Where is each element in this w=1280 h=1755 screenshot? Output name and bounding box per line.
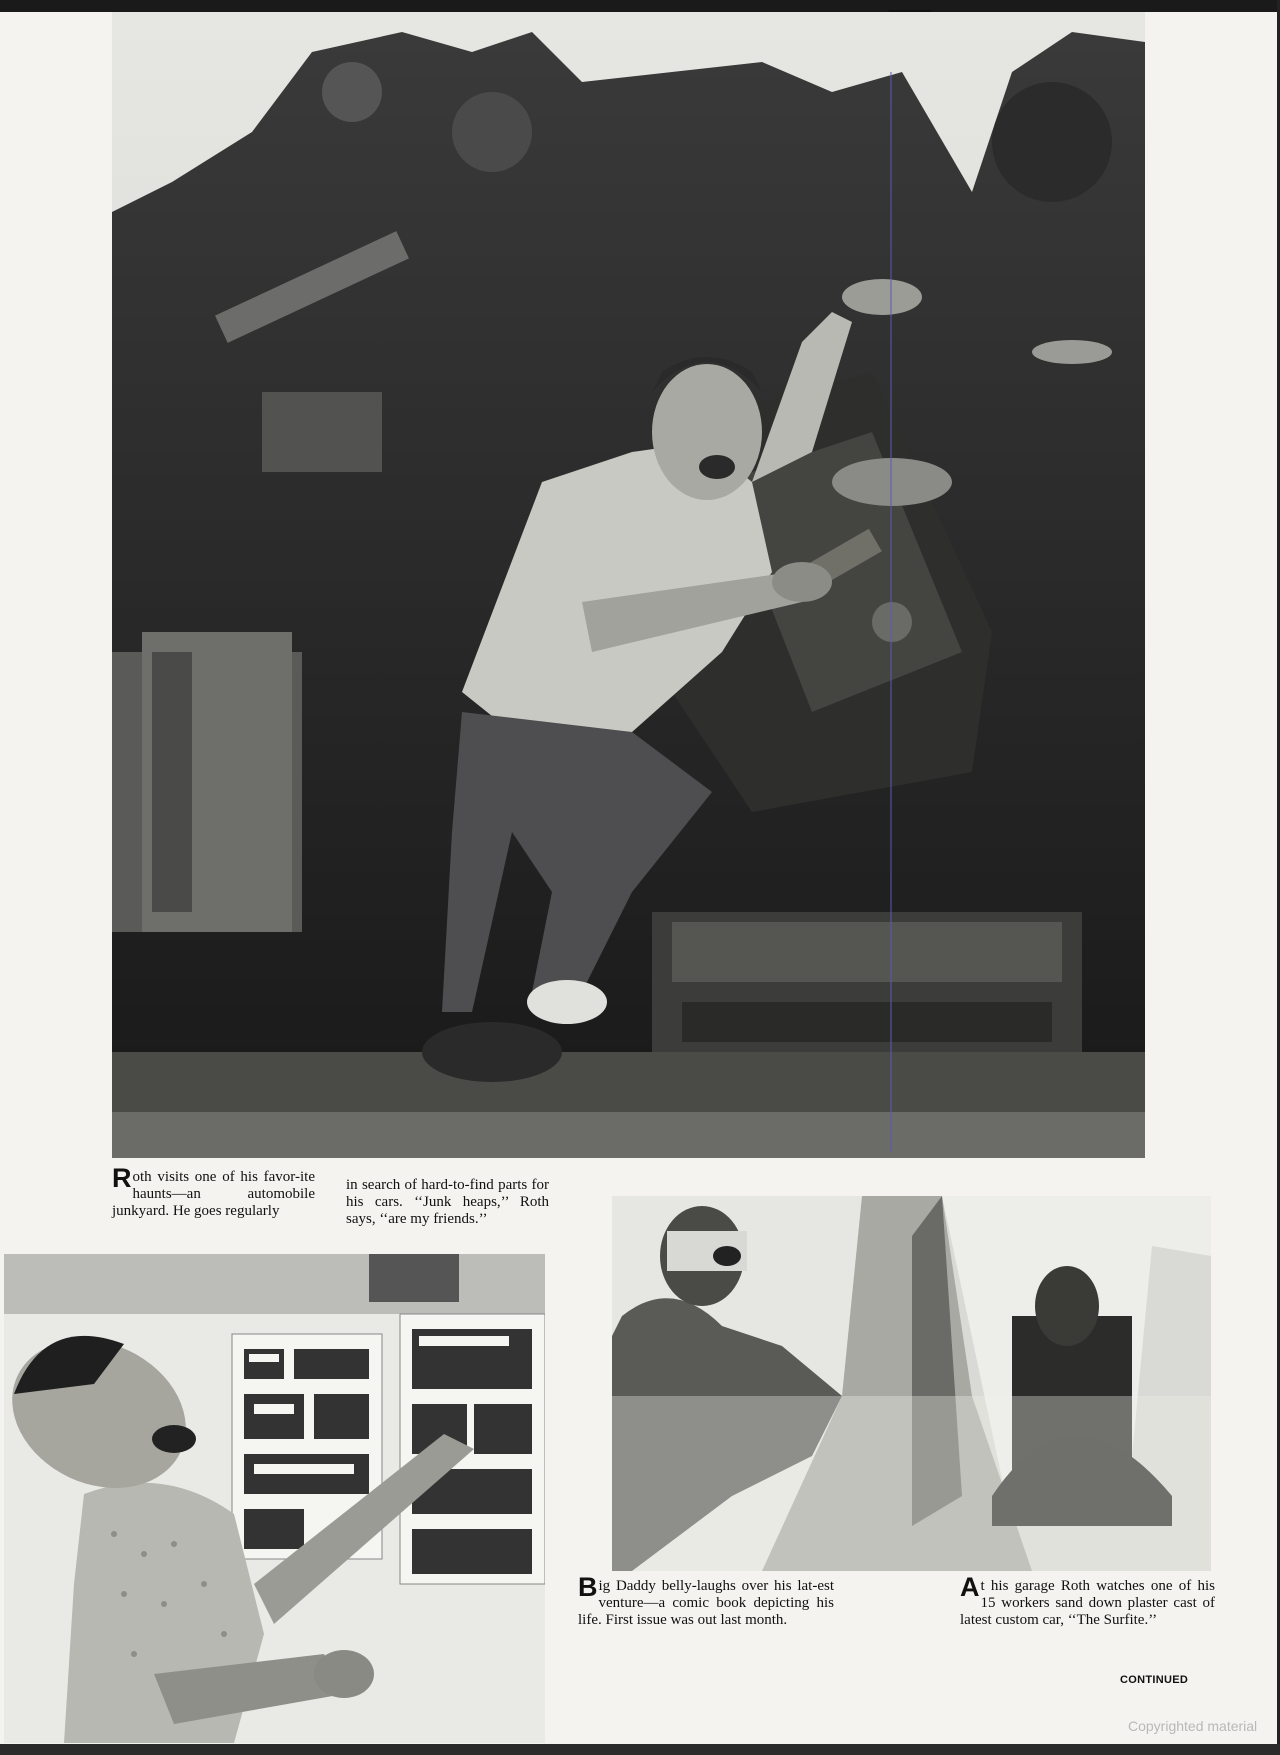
comic-photo-art <box>4 1254 545 1743</box>
junkyard-photo-art <box>112 12 1145 1158</box>
garage-caption-text: t his garage Roth watches one of his 15 workers sand down plaster cast of latest custom car, ‘‘The Surfite.’’ <box>960 1578 1215 1628</box>
comic-photo <box>4 1254 545 1743</box>
junkyard-caption-col2 <box>346 1177 549 1228</box>
continued-label: CONTINUED <box>1120 1674 1189 1686</box>
comic-caption-initial: B <box>578 1572 598 1602</box>
junkyard-caption-text-2: in search of hard-to-find parts for his cars. ‘‘Junk heaps,’’ Roth says, ‘‘are my friends.’’ <box>346 1177 549 1227</box>
junkyard-photo <box>112 12 1145 1158</box>
copyright-watermark: Copyrighted material <box>1128 1718 1258 1734</box>
junkyard-caption-col1 <box>112 1163 315 1220</box>
bottom-border <box>0 1744 1280 1755</box>
junkyard-caption-initial: R <box>112 1163 132 1193</box>
garage-photo <box>612 1196 1211 1571</box>
comic-caption <box>578 1572 834 1629</box>
garage-photo-art <box>612 1196 1211 1571</box>
top-border <box>0 0 1280 12</box>
garage-caption <box>960 1572 1215 1629</box>
junkyard-caption-text-1: oth visits one of his favor-ite haunts—an automobile junkyard. He goes regularly <box>112 1169 315 1219</box>
garage-caption-initial: A <box>960 1572 980 1602</box>
comic-caption-text: ig Daddy belly-laughs over his lat-est venture—a comic book depicting his life. First issue was out last month. <box>578 1578 834 1628</box>
